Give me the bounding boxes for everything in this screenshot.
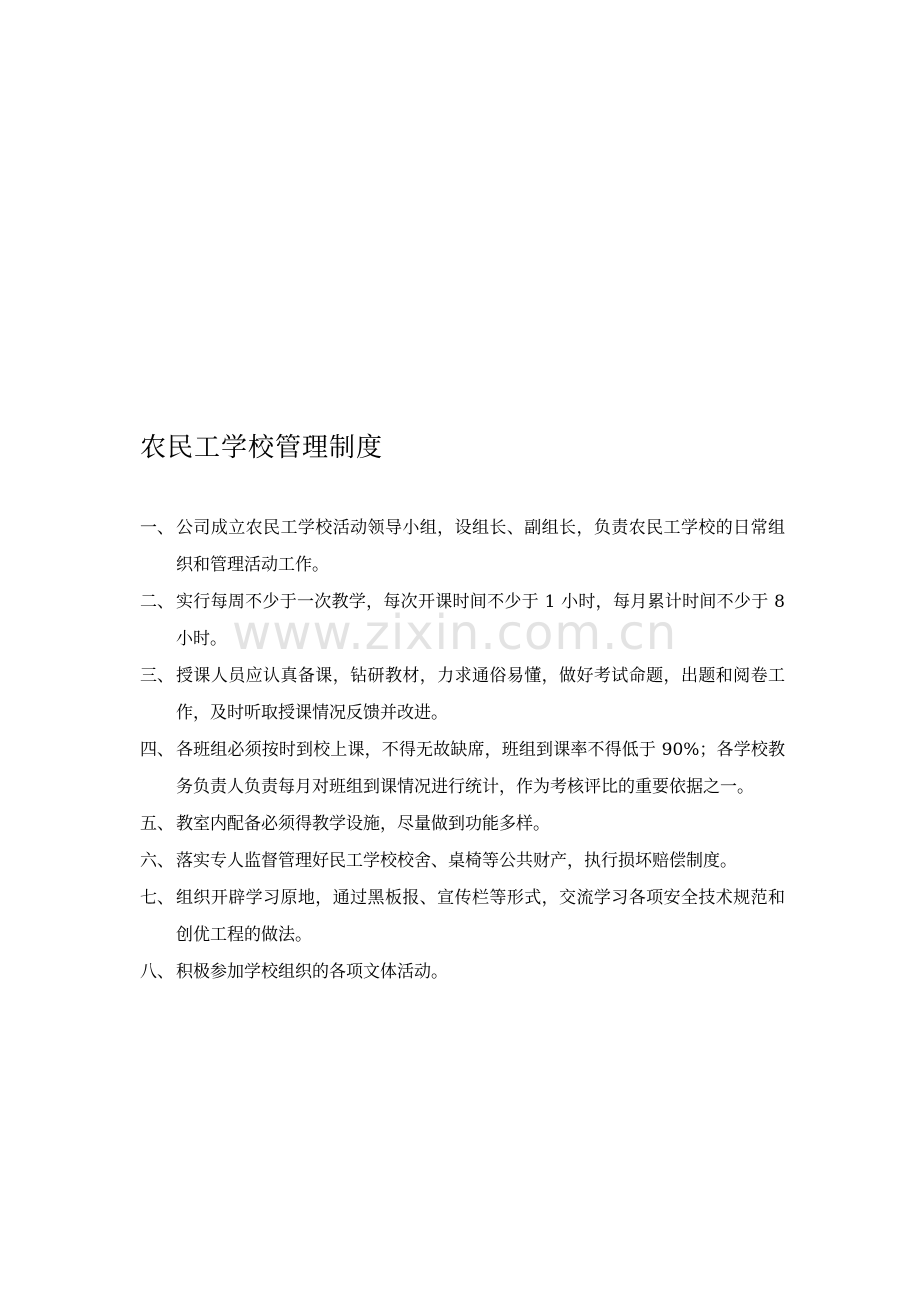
rule-number: 七、 [140,888,174,908]
rule-item [140,584,785,658]
rule-text: 授课人员应认真备课，钻研教材，力求通俗易懂，做好考试命题，出题和阅卷工作，及时听取授课情况反馈并改进。 [176,666,785,723]
rule-item [140,658,785,732]
rule-text: 组织开辟学习原地，通过黑板报、宣传栏等形式，交流学习各项安全技术规范和创优工程的做法。 [176,888,785,945]
rule-item [140,510,785,584]
rule-number: 五、 [140,814,174,834]
document-title: 农民工学校管理制度 [140,433,384,463]
rule-item [140,806,785,843]
rule-number: 四、 [140,740,174,760]
rule-text: 公司成立农民工学校活动领导小组，设组长、副组长，负责农民工学校的日常组织和管理活动工作。 [176,518,785,575]
rules-list [140,510,785,991]
rule-number: 二、 [140,592,174,612]
rule-number: 八、 [140,962,174,982]
rule-text: 落实专人监督管理好民工学校校舍、桌椅等公共财产，执行损坏赔偿制度。 [176,851,737,871]
rule-item [140,843,785,880]
rule-number: 一、 [140,518,174,538]
rule-number: 三、 [140,666,174,686]
rule-item [140,732,785,806]
rule-text: 各班组必须按时到校上课，不得无故缺席，班组到课率不得低于 90%；各学校教务负责人负责每月对班组到课情况进行统计，作为考核评比的重要依据之一。 [176,740,785,797]
rule-item [140,880,785,954]
rule-number: 六、 [140,851,174,871]
rule-item [140,954,785,991]
rule-text: 教室内配备必须得教学设施，尽量做到功能多样。 [176,814,550,834]
rule-text: 实行每周不少于一次教学，每次开课时间不少于 1 小时，每月累计时间不少于 8 小时。 [176,592,785,649]
rule-text: 积极参加学校组织的各项文体活动。 [176,962,448,982]
watermark: www.zixin.com.cn [232,605,678,661]
